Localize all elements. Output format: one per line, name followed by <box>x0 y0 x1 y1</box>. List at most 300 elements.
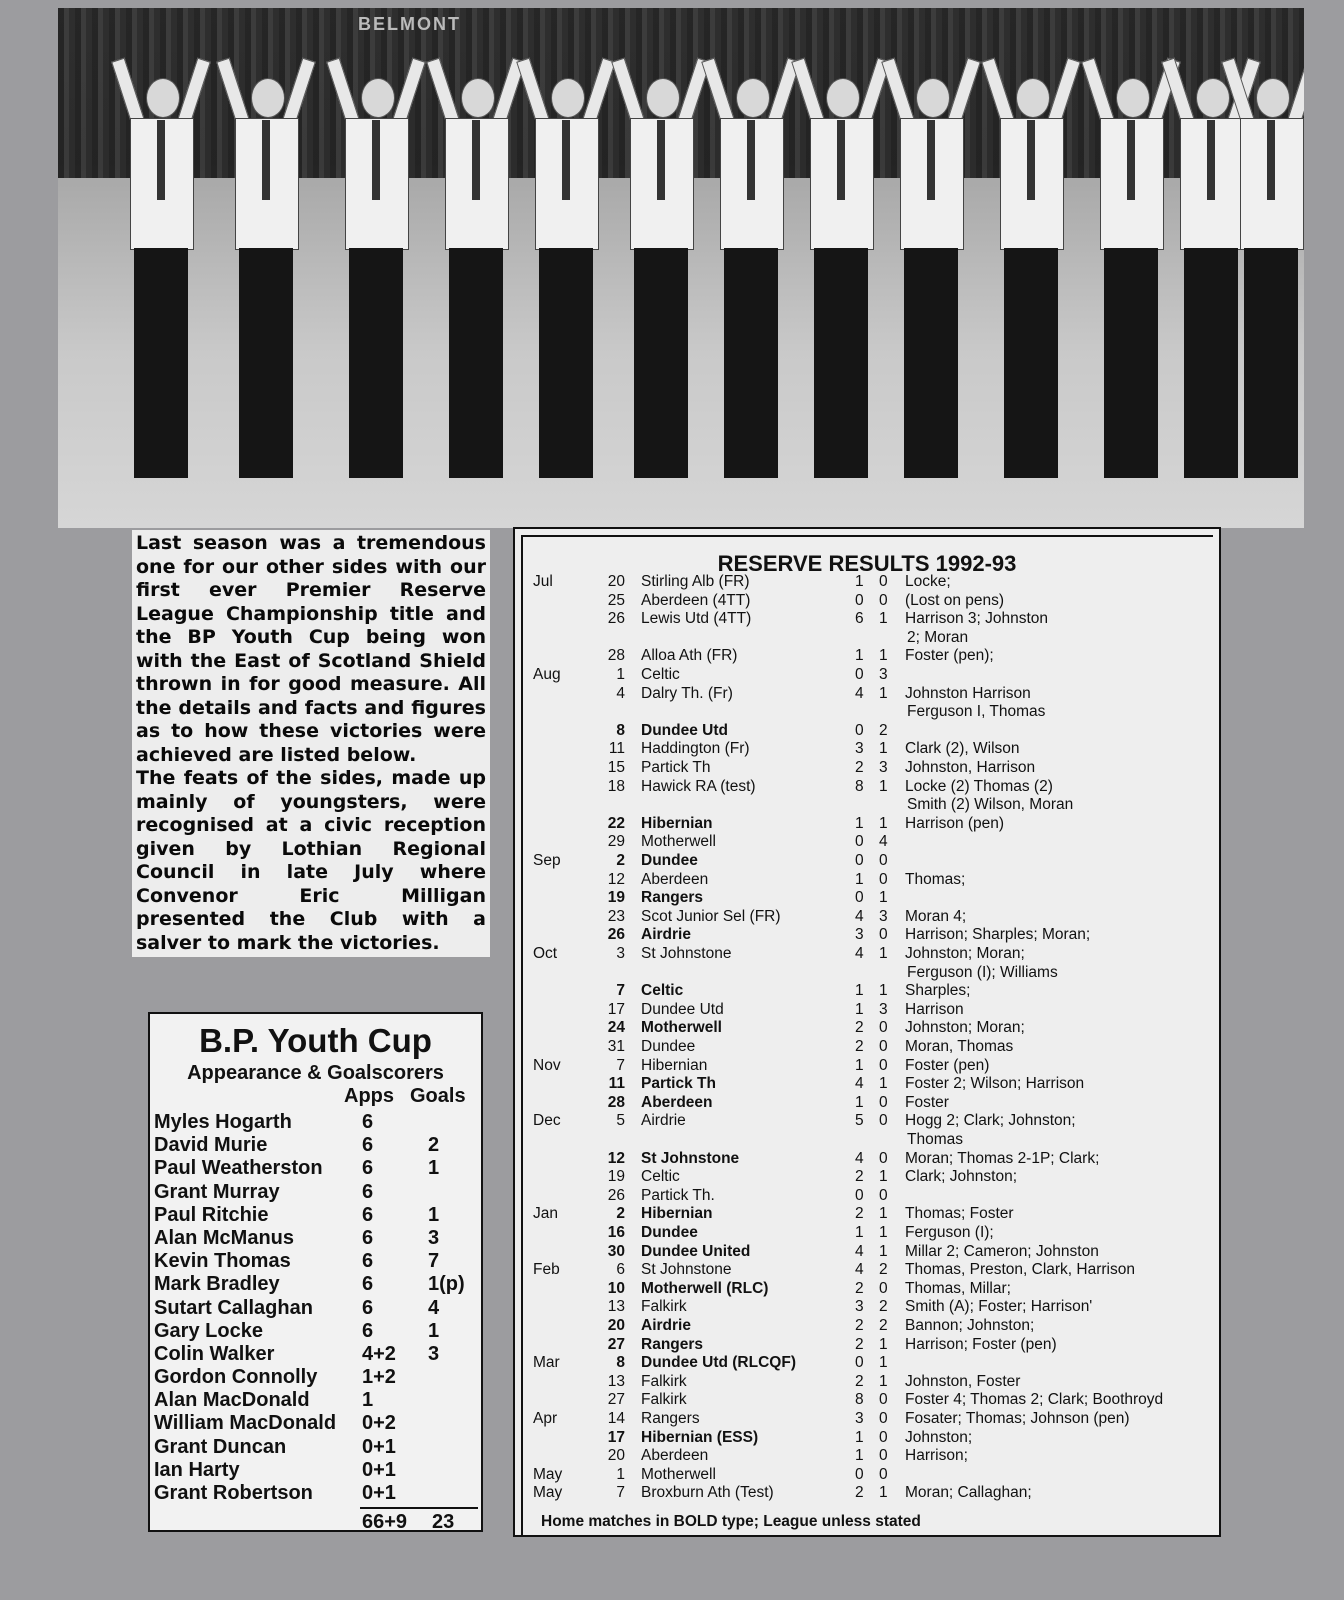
score-against: 1 <box>879 1075 888 1093</box>
footnote-pre: Home matches in <box>541 1513 674 1530</box>
score-for: 8 <box>855 1391 864 1409</box>
result-row <box>515 1354 1219 1373</box>
day: 13 <box>607 1298 625 1316</box>
scorers: 2; Moran <box>907 628 969 646</box>
opponent: Dundee <box>641 852 698 869</box>
player-goals: 3 <box>428 1342 440 1365</box>
scorers: Smith (A); Foster; Harrison' <box>905 1298 1093 1316</box>
scorers: Moran, Thomas <box>905 1038 1014 1055</box>
player-figure <box>888 68 974 488</box>
result-row <box>515 1038 1219 1057</box>
scorers: Johnston; Moran; <box>905 1019 1025 1037</box>
score-against: 1 <box>879 1335 888 1353</box>
player-figure <box>333 68 419 488</box>
score-for: 1 <box>855 814 864 832</box>
score-for: 0 <box>855 666 864 683</box>
opponent: Celtic <box>641 982 684 1000</box>
scorers: Foster (pen) <box>905 1056 990 1074</box>
day: 19 <box>607 889 625 907</box>
result-row <box>515 1429 1219 1448</box>
opponent: Dundee Utd <box>641 1000 724 1018</box>
youth-cup-row <box>150 1204 481 1227</box>
day: 27 <box>607 1391 625 1409</box>
day: 4 <box>616 684 625 702</box>
player-goals: 1(p) <box>428 1273 465 1296</box>
scorers: Locke (2) Thomas (2) <box>905 777 1053 795</box>
intro-paragraph-1: Last season was a tremendous one for our other sides with our first ever Premier Reserve League Championship title and the BP Youth Cup being won with the East of Scotland Shield thrown in for good measure. All the details and facts and figures as to how these victories were achieved are listed below. <box>136 532 486 766</box>
result-row <box>515 685 1219 704</box>
month: Mar <box>533 1354 560 1372</box>
result-row <box>515 1373 1219 1392</box>
opponent: Dundee United <box>641 1242 751 1260</box>
score-for: 1 <box>855 1093 864 1111</box>
score-for: 0 <box>855 1186 864 1204</box>
score-against: 0 <box>879 1465 888 1483</box>
stand-sign: BELMONT <box>358 14 461 34</box>
player-apps: 6 <box>362 1319 374 1342</box>
reserve-results-box <box>513 527 1221 1537</box>
player-name: Ian Harty <box>154 1458 240 1481</box>
score-for: 3 <box>855 740 864 758</box>
scorers: Thomas, Preston, Clark, Harrison <box>905 1261 1135 1279</box>
total-goals: 23 <box>432 1511 455 1533</box>
player-apps: 6 <box>362 1157 374 1180</box>
result-row <box>515 647 1219 666</box>
result-row <box>515 610 1219 629</box>
opponent: Falkirk <box>641 1372 687 1390</box>
scorers: Harrison <box>905 1000 964 1018</box>
day: 8 <box>616 1354 625 1372</box>
player-figure <box>798 68 884 488</box>
scorers: Johnston, Foster <box>905 1372 1021 1390</box>
score-for: 2 <box>855 1038 864 1055</box>
month: Dec <box>533 1112 561 1130</box>
player-apps: 0+2 <box>362 1412 396 1435</box>
result-row <box>515 1243 1219 1262</box>
score-against: 0 <box>879 1149 888 1167</box>
day: 11 <box>608 740 625 758</box>
player-name: Grant Duncan <box>154 1435 287 1458</box>
scorers: Foster 4; Thomas 2; Clark; Boothroyd <box>905 1391 1164 1409</box>
scorers: Foster 2; Wilson; Harrison <box>905 1075 1085 1093</box>
player-name: Paul Weatherston <box>154 1157 323 1180</box>
score-for: 4 <box>855 1075 864 1093</box>
opponent: Aberdeen <box>641 1447 709 1465</box>
score-against: 1 <box>879 1484 888 1502</box>
score-for: 1 <box>855 870 864 888</box>
score-for: 8 <box>855 777 864 795</box>
player-name: Colin Walker <box>154 1342 275 1365</box>
player-goals: 1 <box>428 1203 440 1226</box>
result-row <box>515 926 1219 945</box>
score-for: 2 <box>855 1335 864 1353</box>
result-row <box>515 1150 1219 1169</box>
score-for: 4 <box>855 1149 864 1167</box>
score-for: 4 <box>855 1242 864 1260</box>
day: 17 <box>607 1428 625 1446</box>
player-name: William MacDonald <box>154 1412 337 1435</box>
day: 7 <box>616 1056 625 1074</box>
result-row <box>515 1112 1219 1131</box>
youth-cup-row <box>150 1227 481 1250</box>
score-against: 1 <box>879 777 888 795</box>
score-against: 1 <box>879 647 888 665</box>
score-for: 2 <box>855 1205 864 1223</box>
scorers: Moran; Thomas 2-1P; Clark; <box>905 1149 1100 1167</box>
intro-paragraph-2: The feats of the sides, made up mainly of youngsters, were recognised at a civic reception given by Lothian Regional Council in late July where Convenor Eric Milligan presented the Club with a salver to mark the victories. <box>136 767 486 954</box>
day: 26 <box>607 610 625 628</box>
player-figure <box>223 68 309 488</box>
month: Jul <box>533 573 553 590</box>
score-against: 0 <box>879 1038 888 1055</box>
result-row <box>515 1410 1219 1429</box>
scorers: Smith (2) Wilson, Moran <box>907 796 1074 814</box>
opponent: Motherwell <box>641 1465 716 1483</box>
player-figure <box>708 68 794 488</box>
opponent: Scot Junior Sel (FR) <box>641 907 781 925</box>
day: 24 <box>607 1019 625 1037</box>
score-for: 4 <box>855 907 864 925</box>
youth-cup-row <box>150 1389 481 1412</box>
opponent: Dundee <box>641 1224 698 1241</box>
score-against: 0 <box>879 1186 888 1204</box>
youth-cup-row <box>150 1412 481 1435</box>
result-row <box>515 982 1219 1001</box>
day: 27 <box>607 1335 625 1353</box>
opponent: Stirling Alb (FR) <box>641 573 750 590</box>
day: 2 <box>616 1205 625 1223</box>
score-against: 3 <box>879 759 888 776</box>
score-against: 1 <box>879 1224 888 1241</box>
scorers: Ferguson (I); Williams <box>907 963 1058 981</box>
scorers: (Lost on pens) <box>905 591 1005 609</box>
opponent: Aberdeen <box>641 870 709 888</box>
player-apps: 1+2 <box>362 1366 396 1389</box>
day: 1 <box>616 666 625 683</box>
scorers: Thomas <box>907 1131 963 1148</box>
day: 14 <box>607 1410 625 1427</box>
score-for: 4 <box>855 945 864 962</box>
score-against: 0 <box>879 1112 888 1130</box>
score-for: 1 <box>855 1224 864 1241</box>
score-against: 1 <box>879 1168 888 1186</box>
youth-cup-row <box>150 1366 481 1389</box>
score-against: 1 <box>879 1205 888 1223</box>
score-against: 1 <box>879 982 888 1000</box>
opponent: Falkirk <box>641 1391 687 1409</box>
score-for: 1 <box>855 647 864 665</box>
scorers: Johnston, Harrison <box>905 759 1036 776</box>
result-row <box>515 1168 1219 1187</box>
result-row <box>515 1205 1219 1224</box>
day: 31 <box>607 1038 625 1055</box>
player-name: Sutart Callaghan <box>154 1296 313 1319</box>
scorers: Foster (pen); <box>905 647 994 665</box>
player-apps: 0+1 <box>362 1458 396 1481</box>
day: 26 <box>607 926 625 944</box>
score-against: 0 <box>879 573 888 590</box>
score-against: 1 <box>879 1354 888 1372</box>
scorers: Fosater; Thomas; Johnson (pen) <box>905 1410 1130 1427</box>
player-name: Grant Robertson <box>154 1482 313 1504</box>
footnote-bold: BOLD <box>673 1513 718 1530</box>
scorers: Clark (2), Wilson <box>905 740 1020 758</box>
score-against: 2 <box>879 721 888 739</box>
score-against: 1 <box>879 740 888 758</box>
opponent: Celtic <box>641 666 680 683</box>
day: 15 <box>607 759 625 776</box>
score-for: 0 <box>855 852 864 869</box>
score-against: 1 <box>879 684 888 702</box>
result-row <box>515 833 1219 852</box>
intro-text <box>132 530 490 957</box>
scorers: Hogg 2; Clark; Johnston; <box>905 1112 1076 1130</box>
score-against: 4 <box>879 833 888 851</box>
youth-cup-row <box>150 1181 481 1204</box>
day: 12 <box>607 870 625 888</box>
score-against: 0 <box>879 870 888 888</box>
player-apps: 6 <box>362 1296 374 1319</box>
score-against: 0 <box>879 1428 888 1446</box>
score-for: 3 <box>855 1410 864 1427</box>
score-for: 1 <box>855 1428 864 1446</box>
opponent: Airdrie <box>641 926 691 944</box>
score-for: 2 <box>855 1279 864 1297</box>
opponent: Dundee Utd (RLCQF) <box>641 1354 796 1372</box>
opponent: Rangers <box>641 1335 704 1353</box>
youth-cup-row <box>150 1297 481 1320</box>
result-row <box>515 1336 1219 1355</box>
player-goals: 2 <box>428 1134 440 1157</box>
opponent: Falkirk <box>641 1298 687 1316</box>
score-for: 0 <box>855 721 864 739</box>
month: May <box>533 1484 563 1502</box>
score-for: 0 <box>855 833 864 851</box>
day: 30 <box>607 1242 625 1260</box>
score-for: 1 <box>855 1056 864 1074</box>
opponent: Aberdeen (4TT) <box>641 591 751 609</box>
score-for: 4 <box>855 684 864 702</box>
footnote-post: type; League unless stated <box>717 1513 921 1530</box>
scorers: Ferguson (I); <box>905 1224 994 1241</box>
opponent: Airdrie <box>641 1317 691 1334</box>
player-apps: 6 <box>362 1111 374 1133</box>
day: 28 <box>607 647 625 665</box>
result-row <box>515 740 1219 759</box>
result-row <box>515 964 1219 983</box>
day: 6 <box>616 1261 625 1279</box>
player-apps: 6 <box>362 1180 374 1203</box>
result-row <box>515 1261 1219 1280</box>
youth-cup-row <box>150 1134 481 1157</box>
player-figure <box>523 68 609 488</box>
total-apps: 66+9 <box>362 1511 408 1533</box>
reserve-title: RESERVE RESULTS 1992-93 <box>717 551 1017 576</box>
score-against: 0 <box>879 1056 888 1074</box>
score-against: 0 <box>879 1279 888 1297</box>
day: 22 <box>607 814 625 832</box>
scorers: Thomas, Millar; <box>905 1279 1011 1297</box>
youth-cup-row <box>150 1343 481 1366</box>
opponent: Hawick RA (test) <box>641 777 756 795</box>
day: 29 <box>607 833 625 851</box>
opponent: Celtic <box>641 1168 680 1186</box>
opponent: Dalry Th. (Fr) <box>641 684 733 702</box>
result-row <box>515 1484 1219 1503</box>
score-against: 0 <box>879 1019 888 1037</box>
score-for: 1 <box>855 1447 864 1465</box>
opponent: Motherwell <box>641 1019 722 1037</box>
player-figure <box>618 68 704 488</box>
youth-cup-row <box>150 1320 481 1343</box>
result-row <box>515 1391 1219 1410</box>
scorers: Ferguson I, Thomas <box>907 703 1046 721</box>
result-row <box>515 815 1219 834</box>
opponent: Aberdeen <box>641 1093 713 1111</box>
player-apps: 0+1 <box>362 1435 396 1458</box>
result-row <box>515 1224 1219 1243</box>
score-against: 0 <box>879 1391 888 1409</box>
score-for: 0 <box>855 1354 864 1372</box>
player-goals: 3 <box>428 1226 440 1249</box>
player-name: Paul Ritchie <box>154 1203 269 1226</box>
score-against: 2 <box>879 1317 888 1334</box>
score-for: 0 <box>855 591 864 609</box>
score-against: 1 <box>879 1372 888 1390</box>
scorers: Bannon; Johnston; <box>905 1317 1035 1334</box>
day: 20 <box>607 573 625 590</box>
team-photo <box>58 8 1304 528</box>
player-figure <box>1088 68 1174 488</box>
day: 10 <box>607 1279 625 1297</box>
score-for: 0 <box>855 889 864 907</box>
day: 26 <box>607 1186 625 1204</box>
opponent: St Johnstone <box>641 945 732 962</box>
month: Nov <box>533 1056 561 1074</box>
day: 19 <box>607 1168 625 1186</box>
result-row <box>515 908 1219 927</box>
score-for: 3 <box>855 1298 864 1316</box>
opponent: Motherwell <box>641 833 716 851</box>
score-against: 1 <box>879 1242 888 1260</box>
score-against: 3 <box>879 907 888 925</box>
scorers: Thomas; <box>905 870 966 888</box>
player-apps: 6 <box>362 1134 374 1157</box>
scorers: Harrison 3; Johnston <box>905 610 1049 628</box>
score-for: 2 <box>855 759 864 776</box>
youth-cup-row <box>150 1273 481 1296</box>
score-against: 3 <box>879 666 888 683</box>
result-row <box>515 871 1219 890</box>
score-for: 1 <box>855 1000 864 1018</box>
youth-cup-subtitle: Appearance & Goalscorers <box>187 1062 444 1084</box>
month: Sep <box>533 852 561 869</box>
scorers: Harrison; Sharples; Moran; <box>905 926 1091 944</box>
player-name: Alan MacDonald <box>154 1389 310 1412</box>
opponent: Rangers <box>641 889 704 907</box>
day: 12 <box>607 1149 625 1167</box>
youth-cup-row <box>150 1157 481 1180</box>
score-for: 4 <box>855 1261 864 1279</box>
player-apps: 6 <box>362 1203 374 1226</box>
day: 20 <box>607 1447 625 1465</box>
day: 17 <box>607 1000 625 1018</box>
day: 13 <box>607 1372 625 1390</box>
youth-cup-row <box>150 1482 481 1505</box>
scorers: Harrison (pen) <box>905 814 1005 832</box>
result-row <box>515 1466 1219 1485</box>
score-against: 0 <box>879 1093 888 1111</box>
result-row <box>515 1298 1219 1317</box>
opponent: Dundee Utd <box>641 721 728 739</box>
opponent: Hibernian <box>641 814 713 832</box>
player-apps: 0+1 <box>362 1482 396 1504</box>
player-figure <box>118 68 204 488</box>
scorers: Moran; Callaghan; <box>905 1484 1032 1502</box>
player-name: David Murie <box>154 1134 268 1157</box>
month: Oct <box>533 945 558 962</box>
result-row <box>515 573 1219 592</box>
player-goals: 4 <box>428 1296 440 1319</box>
result-row <box>515 852 1219 871</box>
opponent: Hibernian <box>641 1205 713 1223</box>
col-goals-header: Goals <box>410 1085 466 1107</box>
month: Apr <box>533 1410 558 1427</box>
score-against: 1 <box>879 610 888 628</box>
player-name: Gary Locke <box>154 1319 263 1342</box>
day: 28 <box>607 1093 625 1111</box>
day: 7 <box>616 1484 625 1502</box>
result-row <box>515 889 1219 908</box>
result-row <box>515 629 1219 648</box>
score-against: 1 <box>879 814 888 832</box>
score-against: 2 <box>879 1298 888 1316</box>
player-name: Alan McManus <box>154 1226 295 1249</box>
day: 1 <box>616 1465 625 1483</box>
player-apps: 4+2 <box>362 1342 396 1365</box>
player-goals: 7 <box>428 1250 440 1273</box>
opponent: Hibernian <box>641 1056 708 1074</box>
player-figure <box>1228 68 1304 488</box>
scorers: Clark; Johnston; <box>905 1168 1017 1186</box>
day: 7 <box>616 982 625 1000</box>
month: Jan <box>533 1205 558 1223</box>
result-row <box>515 703 1219 722</box>
player-name: Grant Murray <box>154 1180 280 1203</box>
scorers: Johnston; <box>905 1428 973 1446</box>
score-against: 0 <box>879 1447 888 1465</box>
youth-cup-row <box>150 1459 481 1482</box>
result-row <box>515 778 1219 797</box>
score-against: 1 <box>879 889 888 907</box>
score-for: 5 <box>855 1112 864 1130</box>
player-apps: 6 <box>362 1273 374 1296</box>
score-for: 2 <box>855 1484 864 1502</box>
scorers: Foster <box>905 1093 949 1111</box>
result-row <box>515 1317 1219 1336</box>
opponent: Airdrie <box>641 1112 686 1130</box>
player-name: Gordon Connolly <box>154 1366 318 1389</box>
score-against: 0 <box>879 591 888 609</box>
opponent: Dundee <box>641 1038 696 1055</box>
player-name: Myles Hogarth <box>154 1111 292 1133</box>
scorers: Sharples; <box>905 982 971 1000</box>
youth-cup-title: B.P. Youth Cup <box>199 1022 432 1059</box>
player-figure <box>433 68 519 488</box>
opponent: St Johnstone <box>641 1261 732 1279</box>
day: 5 <box>616 1112 625 1130</box>
score-for: 3 <box>855 926 864 944</box>
